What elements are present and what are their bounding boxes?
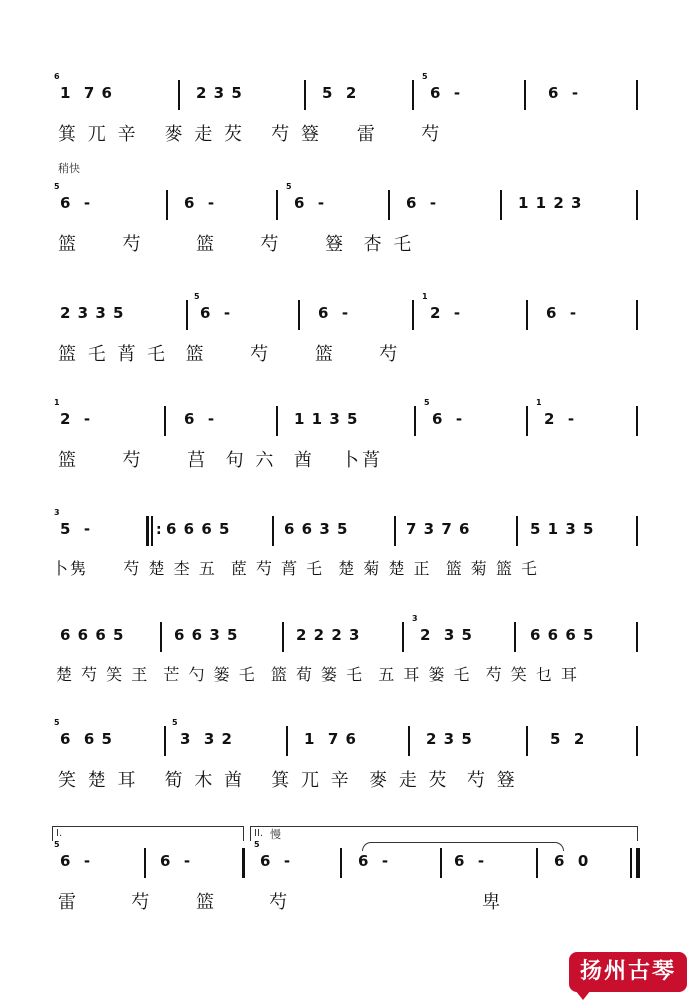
barline — [394, 516, 396, 546]
system-row-8 — [50, 840, 650, 936]
measure: 6 - — [318, 304, 350, 322]
tablature-text: 篮 乇 莦 乇 篮 芍 篮 芍 — [58, 344, 401, 365]
barline — [514, 622, 516, 652]
repeat-barline — [146, 516, 149, 546]
jianzi-line — [50, 888, 650, 928]
measure: 6 - — [200, 304, 232, 322]
grace-note: 5 — [54, 840, 60, 849]
barline — [500, 190, 502, 220]
barline — [412, 300, 414, 330]
measure: 6 - — [548, 84, 580, 102]
tempo-marking: 稍快 — [58, 162, 80, 175]
measure: 6 - — [432, 410, 464, 428]
barline — [160, 622, 162, 652]
measure: 6 6 3 5 — [284, 520, 349, 538]
barline — [636, 516, 638, 546]
notes-line — [50, 614, 650, 656]
repeat-barline — [242, 848, 245, 878]
measure: 6 - — [60, 194, 92, 212]
barline — [402, 622, 404, 652]
measure: 6 - — [430, 84, 462, 102]
measure: 2 - — [544, 410, 576, 428]
system-row-1 — [50, 72, 650, 168]
barline — [388, 190, 390, 220]
measure: 5 1 3 5 — [530, 520, 595, 538]
measure: 6 6 3 5 — [174, 626, 239, 644]
jianzi-line — [50, 556, 650, 596]
notes-line — [50, 508, 650, 550]
grace-note: 5 — [286, 182, 292, 191]
barline — [272, 516, 274, 546]
measure: 6 - — [184, 194, 216, 212]
measure: 6 - — [60, 852, 92, 870]
measure: 7 3 7 6 — [406, 520, 471, 538]
system-row-5 — [50, 508, 650, 604]
barline — [282, 622, 284, 652]
slur — [362, 842, 564, 851]
measure: 1 7 6 — [60, 84, 113, 102]
barline — [636, 300, 638, 330]
tablature-text: 篮 芍 篮 芍 簦 杏 乇 — [58, 234, 415, 255]
notes-line — [50, 398, 650, 440]
barline — [630, 848, 632, 878]
tablature-text: 雷 芍 篮 芍 卑 — [58, 892, 504, 913]
barline — [526, 726, 528, 756]
measure: 2 2 2 3 — [296, 626, 361, 644]
measure: 5 2 — [550, 730, 586, 748]
barline — [636, 190, 638, 220]
system-row-7 — [50, 718, 650, 814]
tablature-text: 卜隽 芍 楚 杢 五 茝 芍 莦 乇 楚 菊 楚 正 篮 菊 篮 乇 — [52, 559, 539, 578]
system-row-3 — [50, 292, 650, 388]
grace-note: 1 — [422, 292, 428, 301]
tablature-text: 笑 楚 耳 筍 木 酋 箕 兀 辛 麥 走 芡 芍 簦 — [58, 770, 518, 791]
grace-note: 5 — [172, 718, 178, 727]
barline — [526, 300, 528, 330]
tablature-text: 篮 芍 莒 句 六 酋 卜莦 — [58, 450, 383, 471]
barline — [178, 80, 180, 110]
measure: 1 7 6 — [304, 730, 357, 748]
volta-bracket-1 — [52, 826, 244, 841]
measure: 6 - — [546, 304, 578, 322]
barline — [166, 190, 168, 220]
measure: 6 6 6 5 — [530, 626, 595, 644]
jianzi-line — [50, 766, 650, 806]
barline — [408, 726, 410, 756]
final-barline — [636, 848, 640, 878]
measure: 6 6 5 — [60, 730, 113, 748]
measure: 2 3 3 5 — [60, 304, 125, 322]
barline — [636, 80, 638, 110]
grace-note: 1 — [54, 398, 60, 407]
barline — [636, 406, 638, 436]
barline — [412, 80, 414, 110]
barline — [414, 406, 416, 436]
measure: 6 6 6 5 — [166, 520, 231, 538]
grace-note: 5 — [194, 292, 200, 301]
volta-bracket-2 — [250, 826, 638, 841]
grace-note: 5 — [54, 718, 60, 727]
notes-line — [50, 718, 650, 760]
measure: 5 2 — [322, 84, 358, 102]
barline — [276, 190, 278, 220]
grace-note: 5 — [424, 398, 430, 407]
barline — [536, 848, 538, 878]
barline — [636, 726, 638, 756]
grace-note: 5 — [54, 182, 60, 191]
barline — [526, 406, 528, 436]
notes-line — [50, 840, 650, 882]
measure: 6 - — [454, 852, 486, 870]
grace-note: 3 — [412, 614, 418, 623]
repeat-sign — [151, 516, 153, 546]
grace-note: 1 — [536, 398, 542, 407]
jianzi-line — [50, 120, 650, 160]
measure: 6 - — [358, 852, 390, 870]
barline — [524, 80, 526, 110]
tablature-text: 箕 兀 辛 麥 走 芡 芍 簦 雷 芍 — [58, 124, 443, 145]
barline — [516, 516, 518, 546]
barline — [636, 622, 638, 652]
grace-note: 5 — [254, 840, 260, 849]
jianzi-line — [50, 662, 650, 702]
barline — [286, 726, 288, 756]
measure: 2 - — [60, 410, 92, 428]
measure: 6 0 — [554, 852, 590, 870]
grace-note: 3 — [54, 508, 60, 517]
measure: 6 - — [406, 194, 438, 212]
barline — [340, 848, 342, 878]
jianzi-line — [50, 230, 650, 270]
tablature-text: 楚 芍 笑 玊 芒 勺 篓 乇 篮 荀 篓 乇 五 耳 篓 乇 芍 笑 乜 耳 — [56, 665, 579, 684]
tempo-marking: 慢 — [270, 828, 281, 841]
volta-label-1: I. — [56, 828, 63, 839]
grace-note: 6 — [54, 72, 60, 81]
measure: 6 - — [160, 852, 192, 870]
barline — [298, 300, 300, 330]
barline — [304, 80, 306, 110]
measure: 2 3 5 — [420, 626, 473, 644]
system-row-4 — [50, 398, 650, 494]
measure: 6 - — [294, 194, 326, 212]
barline — [144, 848, 146, 878]
measure: 1 1 2 3 — [518, 194, 583, 212]
measure: 6 - — [184, 410, 216, 428]
measure: 6 - — [260, 852, 292, 870]
barline — [164, 726, 166, 756]
barline — [440, 848, 442, 878]
measure: 2 - — [430, 304, 462, 322]
measure: 1 1 3 5 — [294, 410, 359, 428]
barline — [276, 406, 278, 436]
barline — [164, 406, 166, 436]
measure: 2 3 5 — [196, 84, 243, 102]
grace-note: 5 — [422, 72, 428, 81]
barline — [186, 300, 188, 330]
notes-line — [50, 292, 650, 334]
measure: 5 - — [60, 520, 92, 538]
volta-label-2: II. — [254, 828, 264, 839]
measure: 3 3 2 — [180, 730, 233, 748]
notes-line — [50, 182, 650, 224]
measure: 6 6 6 5 — [60, 626, 125, 644]
jianzi-line — [50, 340, 650, 380]
system-row-6 — [50, 614, 650, 710]
jianzi-line — [50, 446, 650, 486]
notes-line — [50, 72, 650, 114]
measure: 2 3 5 — [426, 730, 473, 748]
brand-logo: 扬州古琴 — [569, 952, 687, 992]
system-row-2 — [50, 182, 650, 278]
